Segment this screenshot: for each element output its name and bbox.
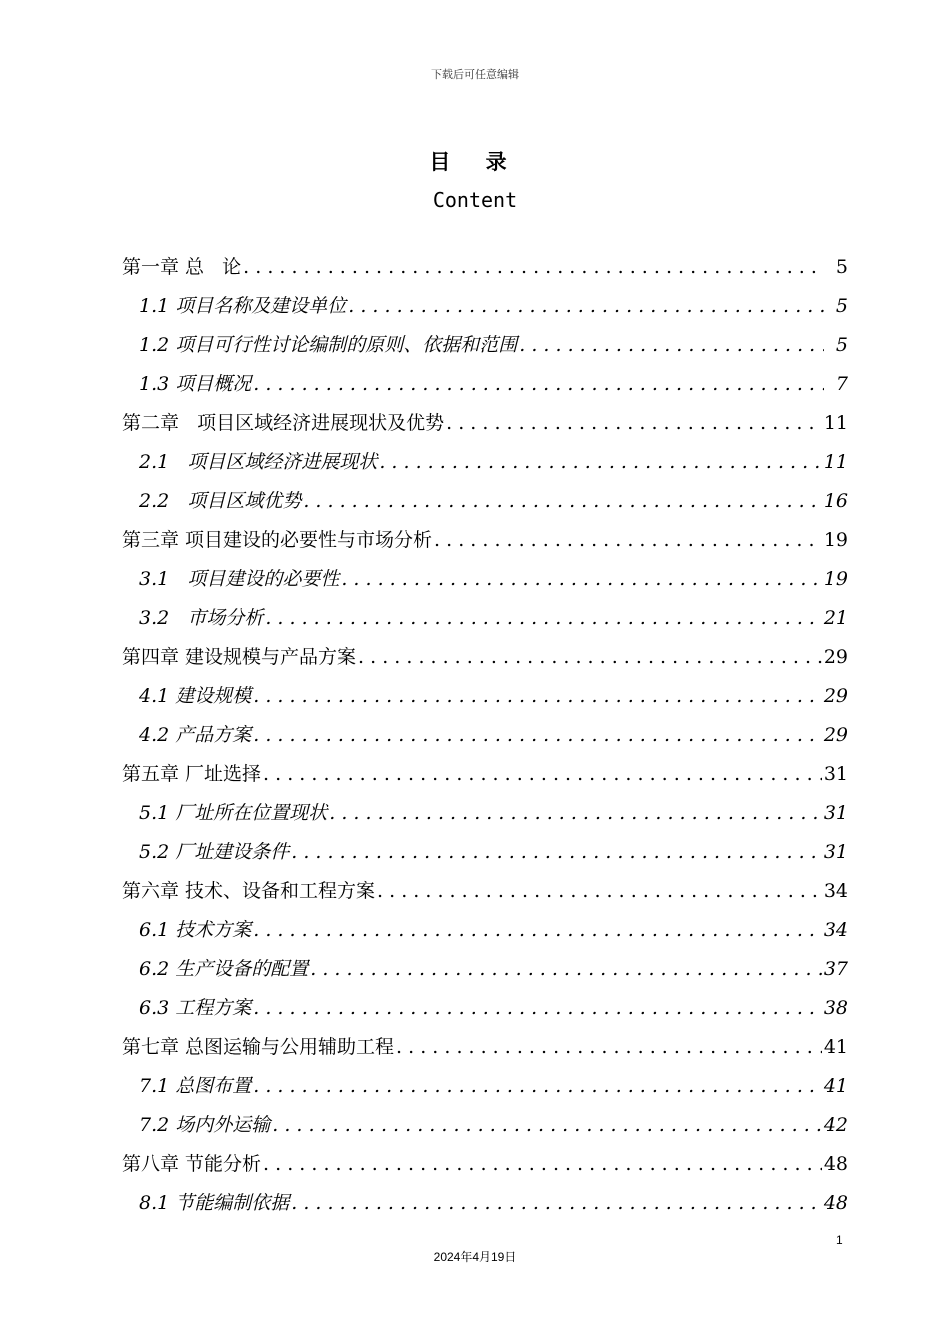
toc-entry-page: 31 — [823, 763, 848, 785]
toc-dot-leader — [253, 716, 822, 755]
toc-dot-leader — [358, 638, 822, 677]
toc-dot-leader — [341, 560, 821, 599]
toc-dot-leader — [253, 1067, 822, 1106]
toc-chapter-entry[interactable] — [122, 1028, 848, 1067]
toc-dot-leader — [265, 599, 821, 638]
toc-chapter-entry[interactable] — [122, 1145, 848, 1184]
toc-dot-leader — [377, 872, 822, 911]
toc-dot-leader — [310, 950, 822, 989]
toc-entry-page: 19 — [823, 568, 848, 590]
page-number: 1 — [836, 1233, 843, 1247]
toc-entry-page: 41 — [823, 1075, 848, 1097]
toc-section-entry[interactable] — [122, 716, 848, 755]
toc-entry-page: 31 — [823, 802, 848, 824]
toc-entry-label: 3.2 市场分析 — [139, 607, 264, 629]
toc-entry-label: 1.3 项目概况 — [139, 373, 252, 395]
toc-entry-label: 5.1 厂址所在位置现状 — [139, 802, 328, 824]
page-title: 目 录 — [429, 150, 521, 174]
toc-entry-label: 1.2 项目可行性讨论编制的原则、依据和范围 — [139, 334, 518, 356]
toc-section-entry[interactable] — [122, 794, 848, 833]
toc-entry-label: 6.1 技术方案 — [139, 919, 252, 941]
toc-entry-page: 21 — [823, 607, 848, 629]
toc-entry-label: 第二章 项目区域经济进展现状及优势 — [122, 412, 445, 434]
toc-entry-page: 11 — [823, 451, 848, 473]
page-subtitle: Content — [432, 188, 518, 212]
toc-entry-label: 第六章 技术、设备和工程方案 — [122, 880, 376, 902]
toc-entry-label: 6.2 生产设备的配置 — [139, 958, 309, 980]
toc-dot-leader — [291, 1184, 822, 1223]
toc-entry-page: 11 — [823, 412, 848, 434]
toc-chapter-entry[interactable] — [122, 638, 848, 677]
toc-dot-leader — [446, 404, 822, 443]
toc-dot-leader — [253, 365, 824, 404]
toc-section-entry[interactable] — [122, 1106, 848, 1145]
toc-dot-leader — [272, 1106, 822, 1145]
toc-entry-page: 5 — [835, 334, 848, 356]
toc-dot-leader — [253, 677, 822, 716]
toc-chapter-entry[interactable] — [122, 521, 848, 560]
toc-dot-leader — [263, 1145, 822, 1184]
toc-dot-leader — [303, 482, 821, 521]
toc-entry-label: 第四章 建设规模与产品方案 — [122, 646, 357, 668]
toc-chapter-entry[interactable] — [122, 755, 848, 794]
toc-section-entry[interactable] — [122, 911, 848, 950]
toc-section-entry[interactable] — [122, 1067, 848, 1106]
toc-section-entry[interactable] — [122, 326, 848, 365]
toc-dot-leader — [291, 833, 822, 872]
toc-dot-leader — [379, 443, 821, 482]
toc-dot-leader — [434, 521, 822, 560]
toc-entry-label: 7.1 总图布置 — [139, 1075, 252, 1097]
toc-dot-leader — [253, 989, 822, 1028]
toc-dot-leader — [263, 755, 822, 794]
toc-dot-leader — [396, 1028, 822, 1067]
toc-entry-page: 38 — [823, 997, 848, 1019]
toc-entry-label: 7.2 场内外运输 — [139, 1114, 271, 1136]
toc-entry-label: 2.1 项目区域经济进展现状 — [139, 451, 378, 473]
toc-chapter-entry[interactable] — [122, 248, 848, 287]
toc-entry-label: 2.2 项目区域优势 — [139, 490, 302, 512]
toc-entry-label: 3.1 项目建设的必要性 — [139, 568, 340, 590]
toc-entry-label: 8.1 节能编制依据 — [139, 1192, 290, 1214]
toc-entry-label: 4.2 产品方案 — [139, 724, 252, 746]
toc-entry-page: 29 — [823, 685, 848, 707]
toc-entry-label: 6.3 工程方案 — [139, 997, 252, 1019]
toc-entry-label: 4.1 建设规模 — [139, 685, 252, 707]
toc-entry-page: 34 — [823, 880, 848, 902]
toc-section-entry[interactable] — [122, 1184, 848, 1223]
toc-entry-page: 19 — [823, 529, 848, 551]
footer-date: 2024年4月19日 — [433, 1250, 517, 1264]
toc-entry-label: 5.2 厂址建设条件 — [139, 841, 290, 863]
toc-section-entry[interactable] — [122, 443, 848, 482]
toc-dot-leader — [329, 794, 822, 833]
toc-section-entry[interactable] — [122, 677, 848, 716]
toc-entry-page: 29 — [823, 724, 848, 746]
page-header-note: 下载后可任意编辑 — [431, 68, 519, 81]
toc-entry-page: 37 — [823, 958, 848, 980]
toc-entry-label: 第一章 总 论 — [122, 256, 242, 278]
toc-entry-page: 29 — [823, 646, 848, 668]
toc-section-entry[interactable] — [122, 365, 848, 404]
toc-entry-page: 34 — [823, 919, 848, 941]
toc-section-entry[interactable] — [122, 950, 848, 989]
toc-entry-page: 42 — [823, 1114, 848, 1136]
toc-chapter-entry[interactable] — [122, 404, 848, 443]
toc-dot-leader — [348, 287, 824, 326]
table-of-contents — [122, 248, 848, 1223]
toc-section-entry[interactable] — [122, 833, 848, 872]
toc-entry-page: 5 — [835, 295, 848, 317]
toc-dot-leader — [519, 326, 824, 365]
toc-entry-page: 48 — [823, 1153, 848, 1175]
toc-entry-label: 1.1 项目名称及建设单位 — [139, 295, 347, 317]
toc-dot-leader — [253, 911, 822, 950]
toc-section-entry[interactable] — [122, 482, 848, 521]
toc-entry-label: 第三章 项目建设的必要性与市场分析 — [122, 529, 433, 551]
toc-dot-leader — [243, 248, 824, 287]
toc-chapter-entry[interactable] — [122, 872, 848, 911]
toc-entry-label: 第七章 总图运输与公用辅助工程 — [122, 1036, 395, 1058]
toc-entry-label: 第八章 节能分析 — [122, 1153, 262, 1175]
toc-section-entry[interactable] — [122, 989, 848, 1028]
toc-entry-page: 7 — [835, 373, 848, 395]
toc-entry-page: 16 — [823, 490, 848, 512]
toc-entry-page: 5 — [835, 256, 848, 278]
toc-section-entry[interactable] — [122, 560, 848, 599]
toc-entry-page: 31 — [823, 841, 848, 863]
toc-entry-page: 41 — [823, 1036, 848, 1058]
toc-entry-label: 第五章 厂址选择 — [122, 763, 262, 785]
toc-section-entry[interactable] — [122, 599, 848, 638]
toc-section-entry[interactable] — [122, 287, 848, 326]
toc-entry-page: 48 — [823, 1192, 848, 1214]
